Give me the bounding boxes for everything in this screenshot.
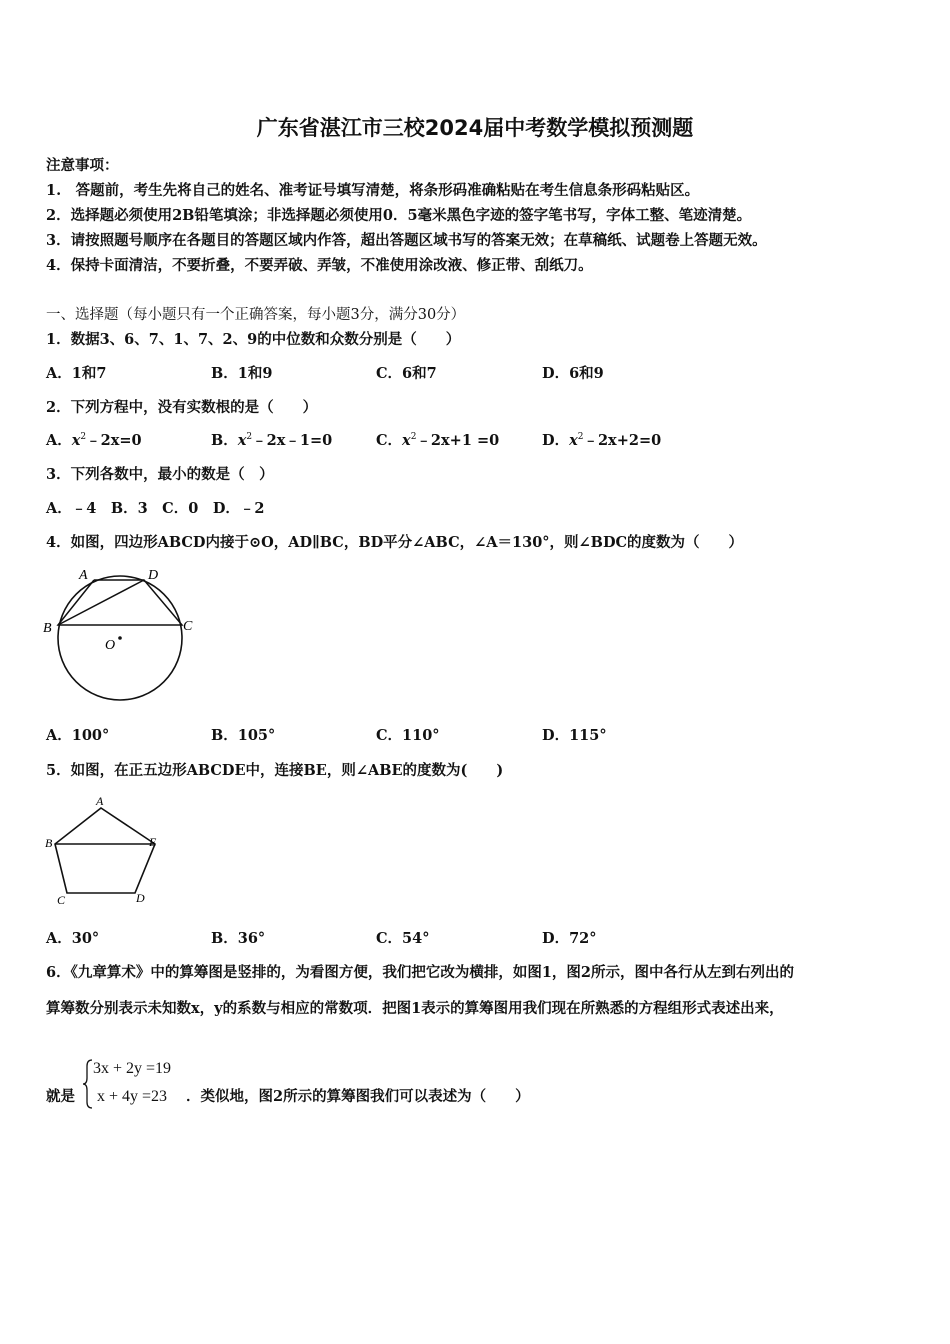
- label-e: E: [149, 835, 157, 849]
- q6-line-1: 6．《九章算术》中的算筹图是竖排的，为看图方便，我们把它改为横排，如图1，图2所示，图中各行从左到右列出的: [46, 964, 795, 981]
- quadrilateral-abcd: [58, 580, 182, 625]
- q6-prefix: 就是: [46, 1088, 75, 1105]
- label-a: A: [96, 794, 104, 808]
- q5-option-c: C．54°: [376, 930, 430, 947]
- label-d: D: [136, 891, 145, 905]
- q2-stem: 2．下列方程中，没有实数根的是（ ）: [46, 399, 318, 416]
- q1-option-b: B．1和9: [211, 365, 273, 382]
- q1-option-d: D．6和9: [542, 365, 604, 382]
- pentagon-abcde: [55, 808, 155, 893]
- equation-2: x + 4y =23: [97, 1088, 168, 1105]
- q5-option-d: D．72°: [542, 930, 597, 947]
- q5-pentagon-figure: [40, 792, 170, 910]
- q3-stem: 3．下列各数中，最小的数是（ ）: [46, 466, 274, 483]
- page-title: 广东省湛江市三校2024届中考数学模拟预测题: [256, 116, 694, 140]
- q4-option-d: D．115°: [542, 727, 607, 744]
- q2-option-a: A．$x^2﹣2x=0$: [46, 432, 142, 449]
- q2-option-d: D．$x^2﹣2x+2=0$: [542, 432, 662, 449]
- q1-option-c: C．6和7: [376, 365, 437, 382]
- q6-line-2: 算筹数分别表示未知数x，y的系数与相应的常数项．把图1表示的算筹图用我们现在所熟悉的方程组形式表述出来，: [46, 1000, 784, 1017]
- q4-option-a: A．100°: [46, 727, 110, 744]
- q4-circle-figure: [40, 562, 210, 707]
- section-heading: 一、选择题（每小题只有一个正确答案，每小题3分，满分30分）: [46, 307, 466, 323]
- label-b: B: [43, 621, 52, 636]
- notice-item-3: 3．请按照题号顺序在各题目的答题区域内作答，超出答题区域书写的答案无效；在草稿纸、试题卷上答题无效。: [46, 232, 767, 249]
- label-b: B: [45, 836, 53, 850]
- q5-option-b: B．36°: [211, 930, 266, 947]
- q3-options: A．﹣4 B．3 C．0 D．﹣2: [46, 500, 265, 517]
- center-point-o: [118, 636, 122, 640]
- label-a: A: [79, 568, 88, 583]
- q2-option-c: C．$x^2﹣2x+1 =0$: [376, 432, 500, 449]
- segment-bd: [58, 580, 144, 625]
- q5-option-a: A．30°: [46, 930, 100, 947]
- q4-option-c: C．110°: [376, 727, 440, 744]
- q5-stem: 5．如图，在正五边形ABCDE中，连接BE，则∠ABE的度数为( ): [46, 762, 504, 779]
- q4-stem: 4．如图，四边形ABCD内接于⊙O，AD∥BC，BD平分∠ABC，∠A＝130°，则∠BDC的度数为（ ）: [46, 534, 744, 551]
- notice-item-2: 2．选择题必须使用2B铅笔填涂；非选择题必须使用0．5毫米黑色字迹的签字笔书写，字体工整、笔迹清楚。: [46, 207, 752, 224]
- q6-suffix: ．类似地，图2所示的算筹图我们可以表述为（ ）: [186, 1088, 530, 1105]
- notice-heading: 注意事项：: [46, 157, 119, 174]
- q1-stem: 1．数据3、6、7、1、7、2、9的中位数和众数分别是（ ）: [46, 331, 461, 348]
- label-c: C: [183, 619, 193, 634]
- q1-option-a: A．1和7: [46, 365, 107, 382]
- q2-option-b: B．$x^2﹣2x﹣1=0$: [211, 432, 333, 449]
- label-d: D: [148, 568, 159, 583]
- label-o: O: [105, 638, 116, 653]
- notice-item-1: 1. 答题前，考生先将自己的姓名、准考证号填写清楚，将条形码准确粘贴在考生信息条形码粘贴区。: [46, 182, 700, 199]
- q4-option-b: B．105°: [211, 727, 276, 744]
- label-c: C: [57, 893, 66, 907]
- equation-1: 3x + 2y =19: [93, 1060, 172, 1077]
- notice-item-4: 4．保持卡面清洁，不要折叠，不要弄破、弄皱，不准使用涂改液、修正带、刮纸刀。: [46, 257, 593, 274]
